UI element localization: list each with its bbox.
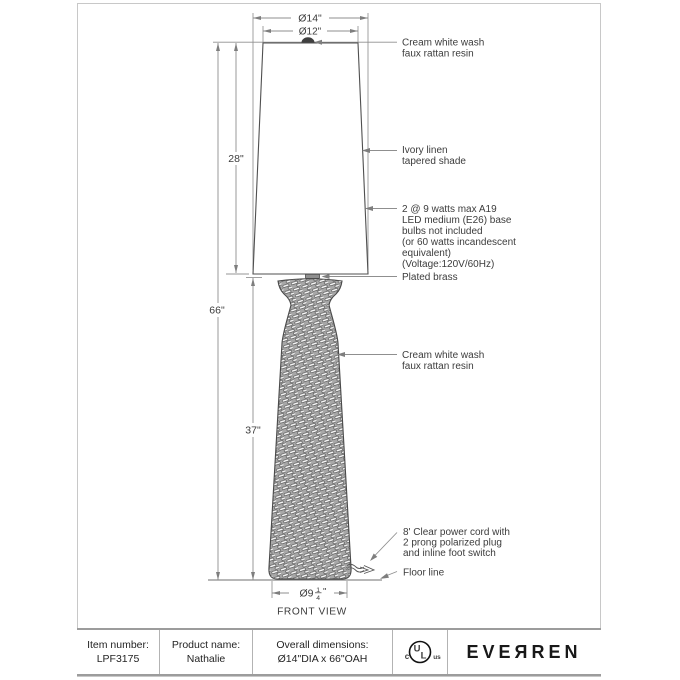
svg-text:Cream white wash: Cream white wash: [402, 350, 485, 361]
svg-text:faux rattan resin: faux rattan resin: [402, 48, 474, 60]
svg-text:8' Clear power cord with: 8' Clear power cord with: [403, 527, 510, 538]
svg-text:Cream white wash: Cream white wash: [402, 37, 485, 49]
callout-floor-line: Floor line: [403, 567, 445, 579]
ul-listed-icon: [396, 636, 444, 668]
dim-body-height-label: 37": [245, 424, 261, 437]
product-name-label: Product name:: [171, 639, 241, 651]
product-name-value: Nathalie: [186, 653, 226, 665]
callout-body-material: [402, 350, 484, 372]
callout-bulbs: [402, 204, 516, 270]
svg-text:equivalent): equivalent): [402, 248, 451, 259]
callout-brass: Plated brass: [402, 272, 458, 283]
svg-text:bulbs not included: bulbs not included: [402, 226, 483, 237]
product-name-cell: [160, 630, 253, 674]
item-number-cell: [77, 630, 160, 674]
svg-text:2 @ 9 watts max A19: 2 @ 9 watts max A19: [402, 204, 497, 215]
brand-logo: EVEЯREN: [466, 642, 582, 662]
svg-text:LED medium (E26) base: LED medium (E26) base: [402, 215, 512, 226]
svg-text:Ø9: Ø9: [299, 587, 314, 600]
overall-dimensions-value: Ø14"DIA x 66"OAH: [277, 653, 368, 665]
lamp-body: [269, 279, 351, 579]
svg-text:c: c: [404, 652, 410, 661]
front-view-label: FRONT VIEW: [277, 606, 347, 618]
svg-text:faux rattan resin: faux rattan resin: [402, 361, 474, 372]
svg-text:L: L: [420, 650, 427, 662]
callout-labels: [402, 38, 516, 579]
svg-text:Ivory linen: Ivory linen: [402, 145, 448, 156]
item-number-label: Item number:: [87, 639, 149, 651]
callout-shade: [402, 145, 466, 167]
footer-table: [77, 628, 601, 676]
brand-cell: [448, 630, 600, 674]
dim-shade-outer-label: Ø14": [298, 12, 322, 25]
callout-cord: [403, 527, 510, 559]
svg-text:us: us: [433, 654, 441, 661]
overall-dimensions-cell: [253, 630, 393, 674]
dim-shade-inner-label: Ø12": [298, 26, 322, 38]
dim-base-diameter-label: [289, 586, 334, 602]
svg-text:and inline foot switch: and inline foot switch: [403, 548, 496, 559]
overall-dimensions-label: Overall dimensions:: [276, 639, 369, 651]
svg-text:U: U: [413, 643, 421, 655]
svg-text:1: 1: [316, 586, 321, 594]
item-number-value: LPF3175: [96, 653, 140, 665]
svg-text:2 prong polarized plug: 2 prong polarized plug: [403, 537, 502, 549]
ul-certification-cell: [393, 630, 448, 674]
svg-text:(Voltage:120V/60Hz): (Voltage:120V/60Hz): [402, 259, 495, 270]
lamp-neck-brass: [306, 274, 320, 278]
lamp-shade: [253, 43, 368, 274]
dim-overall-height-label: 66": [209, 304, 225, 317]
svg-text:tapered shade: tapered shade: [402, 156, 466, 167]
dim-shade-height-label: 28": [228, 153, 244, 165]
svg-text:(or 60 watts incandescent: (or 60 watts incandescent: [402, 237, 516, 248]
svg-text:": ": [323, 586, 327, 598]
svg-text:4: 4: [316, 594, 321, 602]
lamp-finial: [302, 37, 315, 42]
callout-shade-material: [402, 38, 484, 60]
